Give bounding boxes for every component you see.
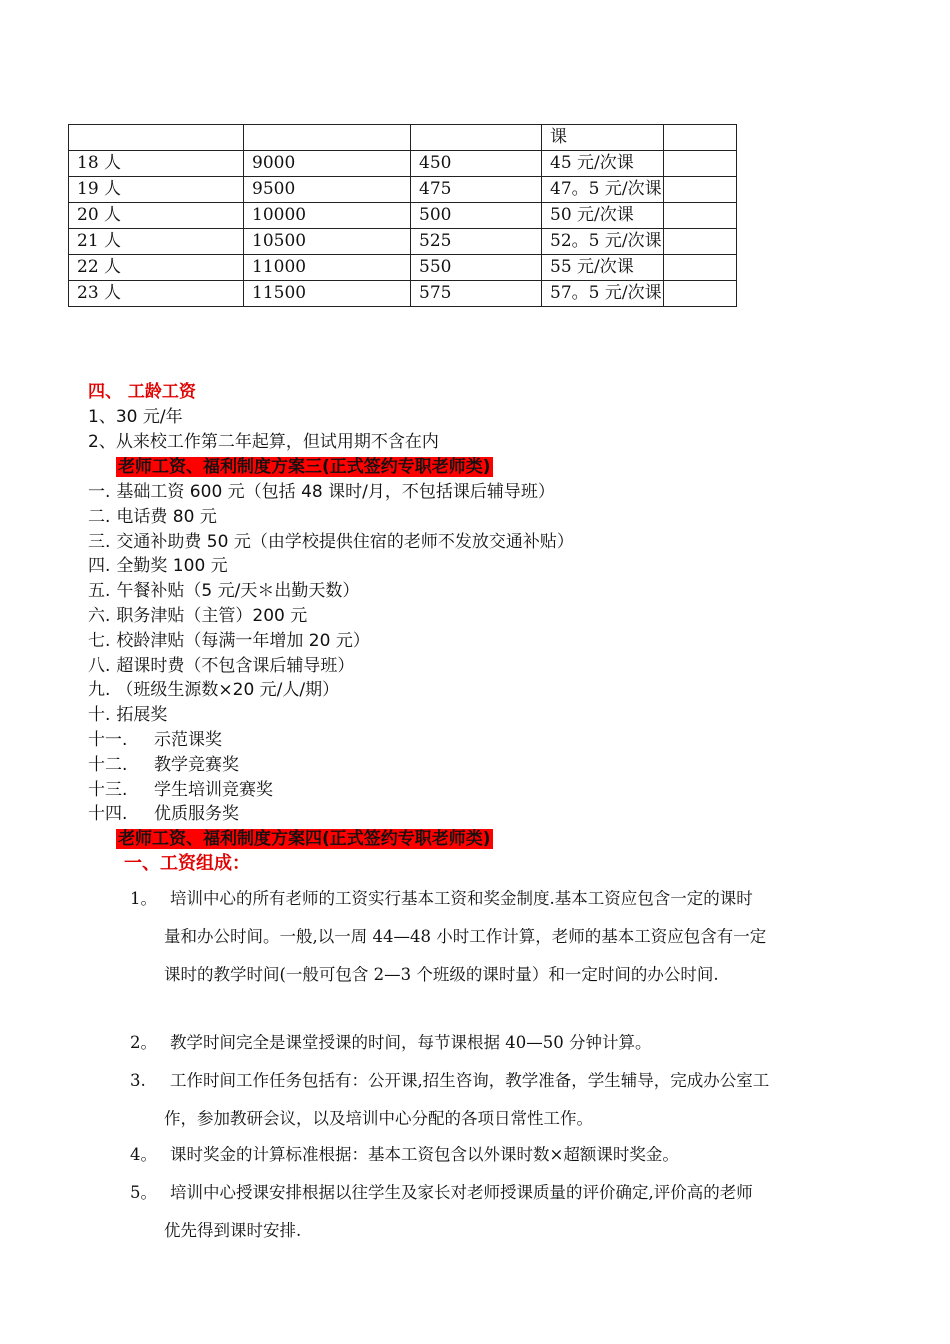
list-item — [88, 753, 239, 777]
table-cell: 475 — [411, 177, 542, 203]
table-cell: 23 人 — [69, 281, 244, 307]
list-item — [88, 530, 574, 554]
table-cell: 45 元/次课 — [542, 151, 664, 177]
table-cell: 50 元/次课 — [542, 203, 664, 229]
plan4-title — [116, 827, 493, 851]
list-item-text: 校龄津贴（每满一年增加 20 元） — [116, 630, 370, 651]
table-row — [69, 177, 737, 203]
paragraph — [130, 1136, 870, 1174]
table-cell: 11500 — [244, 281, 411, 307]
list-item — [88, 778, 273, 802]
list-item-number: 十三. — [88, 779, 128, 800]
table-cell — [244, 125, 411, 151]
list-item — [88, 703, 167, 727]
table-cell: 22 人 — [69, 255, 244, 281]
paragraph — [130, 1062, 870, 1138]
list-item-number: 三. — [88, 531, 111, 552]
list-item-text: 超课时费（不包含课后辅导班） — [116, 655, 355, 676]
list-item-number: 四. — [88, 556, 111, 577]
table-cell — [664, 203, 737, 229]
list-item-number: 十四. — [88, 804, 128, 825]
rate-table — [68, 124, 737, 307]
list-item — [88, 728, 222, 752]
list-item-number: 一. — [88, 482, 111, 502]
list-item-text: 交通补助费 50 元（由学校提供住宿的老师不发放交通补贴） — [116, 531, 574, 552]
paragraph-continuation: 量和办公时间。一般,以一周 44—48 小时工作计算，老师的基本工资应包含有一定 — [164, 927, 767, 946]
table-cell: 11000 — [244, 255, 411, 281]
paragraph-number: 3. — [130, 1071, 146, 1090]
table-row — [69, 151, 737, 177]
table-cell: 47。5 元/次课 — [542, 177, 664, 203]
table-cell: 52。5 元/次课 — [542, 229, 664, 255]
table-cell: 9000 — [244, 151, 411, 177]
list-item — [88, 678, 339, 702]
table-cell — [664, 281, 737, 307]
seniority-item-2: 2、从来校工作第二年起算，但试用期不含在内 — [88, 432, 439, 452]
table-cell: 550 — [411, 255, 542, 281]
table-cell: 450 — [411, 151, 542, 177]
list-item-text: 优质服务奖 — [154, 804, 239, 825]
table-cell: 20 人 — [69, 203, 244, 229]
list-item-number: 八. — [88, 655, 111, 676]
table-cell: 19 人 — [69, 177, 244, 203]
list-item — [88, 604, 307, 628]
list-item-text: （班级生源数×20 元/人/期） — [116, 680, 340, 701]
paragraph-continuation: 作，参加教研会议，以及培训中心分配的各项日常性工作。 — [164, 1109, 593, 1128]
paragraph-number: 2。 — [130, 1033, 157, 1052]
table-cell — [411, 125, 542, 151]
list-item-number: 五. — [88, 581, 111, 602]
table-row — [69, 125, 737, 151]
table-row — [69, 281, 737, 307]
table-cell: 55 元/次课 — [542, 255, 664, 281]
paragraph-number: 4。 — [130, 1145, 157, 1164]
paragraph-text: 培训中心的所有老师的工资实行基本工资和奖金制度.基本工资应包含一定的课时 — [170, 889, 753, 908]
table-cell: 575 — [411, 281, 542, 307]
table-cell: 9500 — [244, 177, 411, 203]
list-item — [88, 505, 217, 529]
list-item-number: 十一. — [88, 730, 128, 750]
list-item — [88, 654, 354, 678]
plan3-title-highlight: 老师工资、福利制度方案三(正式签约专职老师类) — [118, 457, 491, 477]
paragraph-number: 5。 — [130, 1183, 157, 1202]
paragraph-text: 教学时间完全是课堂授课的时间，每节课根据 40—50 分钟计算。 — [170, 1033, 652, 1052]
table-cell: 18 人 — [69, 151, 244, 177]
list-item-text: 示范课奖 — [154, 730, 222, 750]
list-item-number: 九. — [88, 680, 111, 701]
list-item-text: 全勤奖 100 元 — [116, 556, 228, 577]
list-item-text: 午餐补贴（5 元/天＊出勤天数） — [116, 581, 360, 602]
seniority-item-1: 1、30 元/年 — [88, 407, 183, 427]
paragraph-number: 1。 — [130, 889, 157, 908]
paragraph — [130, 880, 870, 994]
table-cell — [664, 255, 737, 281]
table-cell: 500 — [411, 203, 542, 229]
list-item-number: 六. — [88, 606, 111, 626]
list-item-text: 教学竞赛奖 — [154, 754, 239, 775]
table-cell — [664, 125, 737, 151]
plan4-subheading: 一、工资组成： — [124, 853, 250, 874]
table-cell: 21 人 — [69, 229, 244, 255]
section-heading-seniority: 四、 工龄工资 — [88, 382, 196, 402]
table-cell — [69, 125, 244, 151]
list-item-text: 拓展奖 — [116, 705, 168, 726]
list-item-number: 七. — [88, 630, 111, 651]
table-row — [69, 229, 737, 255]
paragraph-text: 工作时间工作任务包括有：公开课,招生咨询，教学准备，学生辅导，完成办公室工 — [170, 1071, 770, 1090]
table-cell: 10000 — [244, 203, 411, 229]
paragraph-continuation: 优先得到课时安排. — [164, 1221, 302, 1240]
paragraph-text: 培训中心授课安排根据以往学生及家长对老师授课质量的评价确定,评价高的老师 — [170, 1183, 753, 1202]
list-item-text: 电话费 80 元 — [116, 506, 217, 527]
list-item-number: 十. — [88, 705, 111, 726]
list-item-text: 基础工资 600 元（包括 48 课时/月，不包括课后辅导班） — [116, 482, 555, 502]
list-item — [88, 554, 228, 578]
list-item-number: 十二. — [88, 754, 128, 775]
list-item — [88, 802, 239, 826]
paragraph-continuation: 课时的教学时间(一般可包含 2—3 个班级的课时量）和一定时间的办公时间. — [164, 965, 719, 984]
list-item — [88, 480, 555, 504]
list-item-text: 职务津贴（主管）200 元 — [116, 606, 308, 626]
list-item-text: 学生培训竞赛奖 — [154, 779, 273, 800]
table-cell — [664, 177, 737, 203]
table-cell: 课 — [542, 125, 664, 151]
plan4-title-highlight: 老师工资、福利制度方案四(正式签约专职老师类) — [118, 829, 491, 849]
table-cell — [664, 229, 737, 255]
table-cell: 57。5 元/次课 — [542, 281, 664, 307]
paragraph-text: 课时奖金的计算标准根据：基本工资包含以外课时数×超额课时奖金。 — [170, 1145, 679, 1164]
table-row — [69, 255, 737, 281]
table-row — [69, 203, 737, 229]
paragraph — [130, 1024, 870, 1062]
list-item — [88, 579, 359, 603]
table-cell: 10500 — [244, 229, 411, 255]
table-cell: 525 — [411, 229, 542, 255]
table-cell — [664, 151, 737, 177]
plan3-title — [116, 455, 493, 479]
paragraph — [130, 1174, 870, 1250]
list-item — [88, 629, 370, 653]
list-item-number: 二. — [88, 506, 111, 527]
